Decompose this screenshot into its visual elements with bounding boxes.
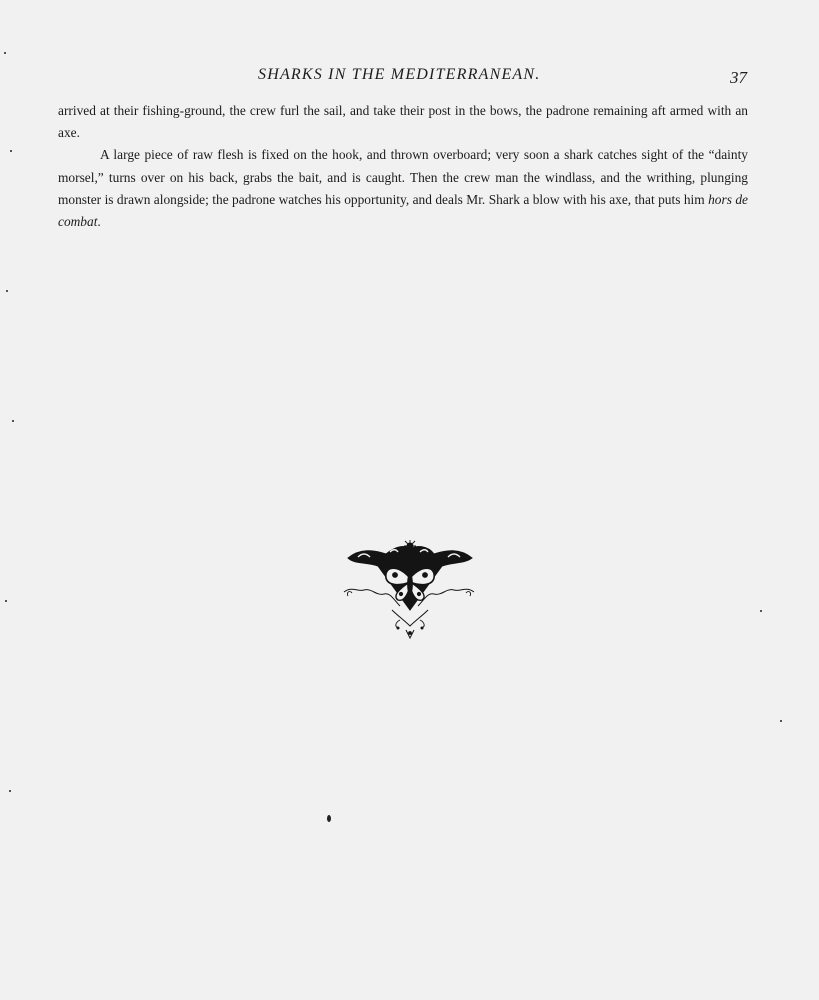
page-number: 37 [730, 68, 747, 87]
paragraph-2 [58, 144, 748, 233]
running-head [0, 66, 819, 90]
butterfly-floral-tailpiece-icon [340, 540, 478, 640]
body-text [58, 100, 748, 233]
running-title: SHARKS IN THE MEDITERRANEAN. [258, 66, 541, 83]
paragraph-2-text: A large piece of raw flesh is fixed on the hook, and thrown overboard; very soon a shark catches sight of the “dainty morsel,” turns over on his back, grabs the bait, and is caught. Then the crew man the windlass, and the writhing, plunging monster is drawn alongside; the padrone watches his opportunity, and deals Mr. Shark a blow with his axe, that puts him [58, 147, 748, 207]
paragraph-2-end: . [97, 214, 101, 230]
paragraph-1: arrived at their fishing-ground, the crew furl the sail, and take their post in the bows, the padrone remaining aft armed with an axe. [58, 103, 748, 141]
paragraph-2-italic-phrase: hors de combat [58, 191, 748, 230]
